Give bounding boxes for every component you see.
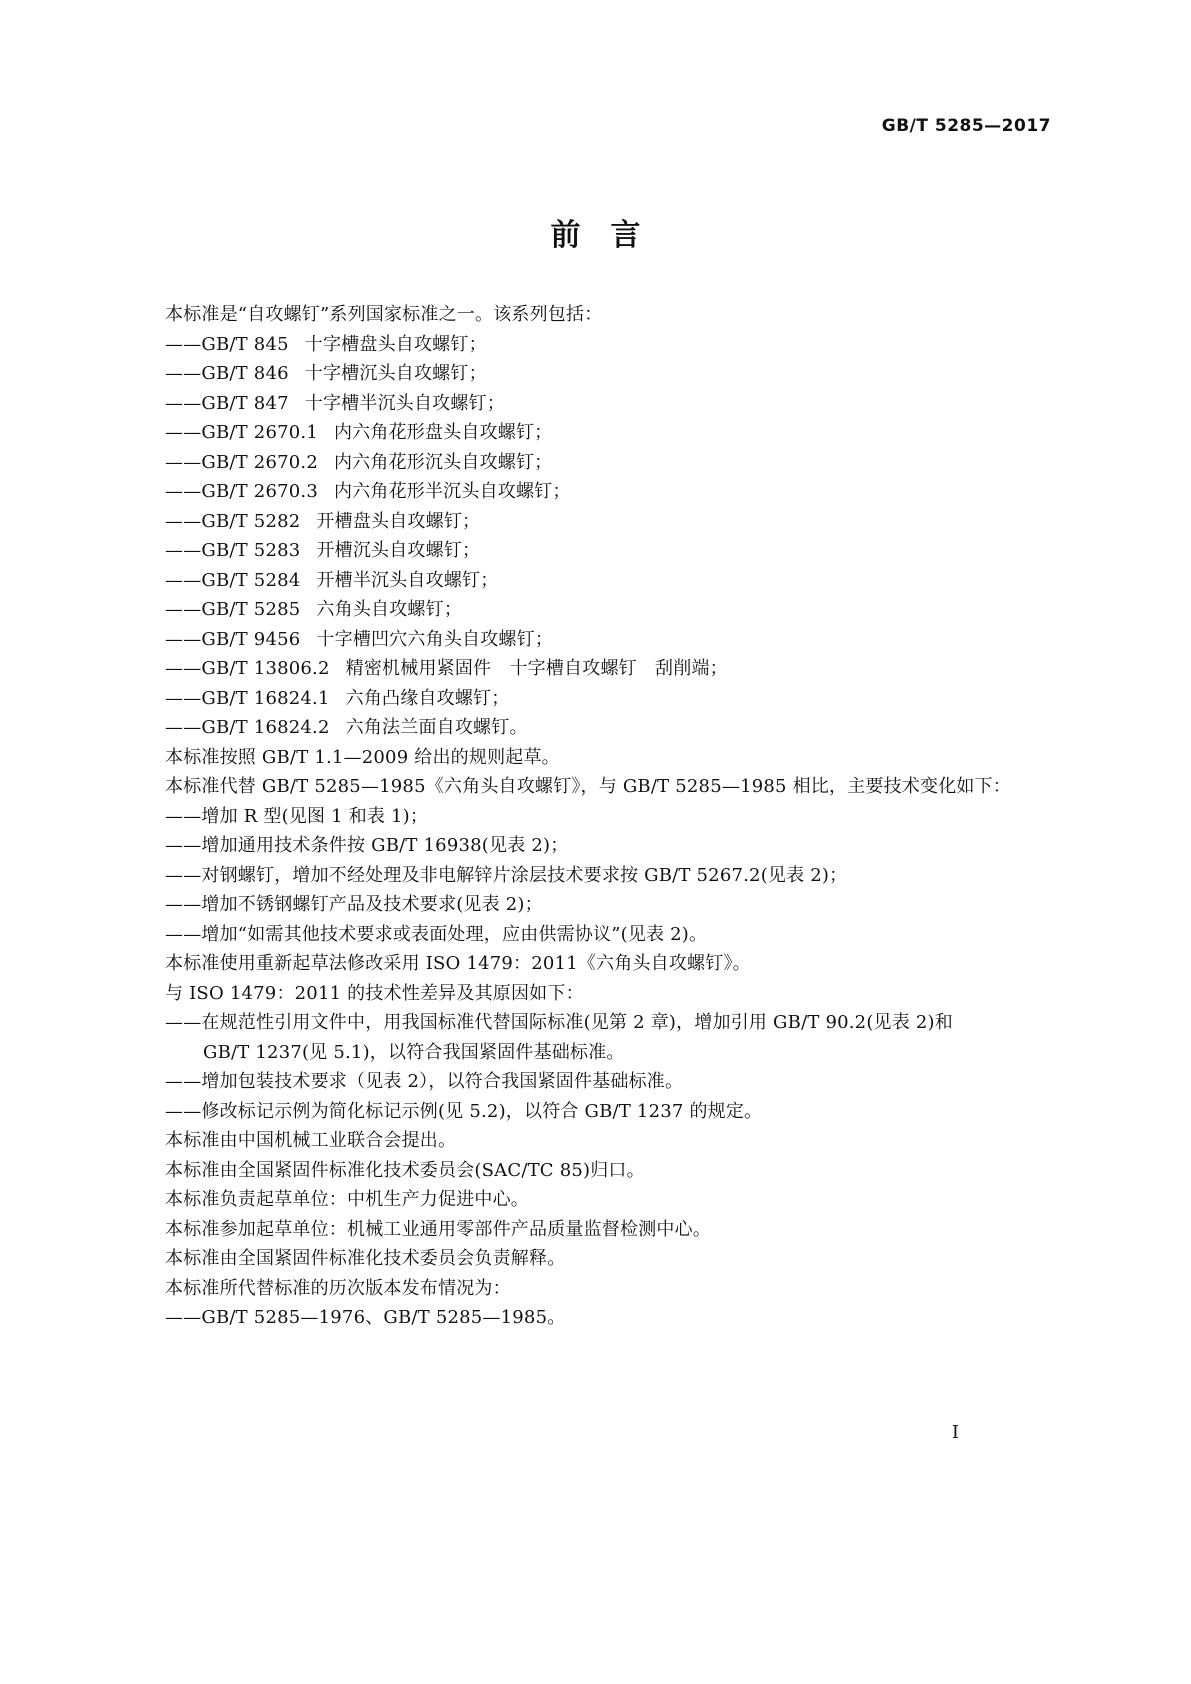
standard-name: 内六角花形沉头自攻螺钉； xyxy=(333,451,553,473)
standard-name: 六角头自攻螺钉； xyxy=(316,599,463,620)
standard-name: 开槽沉头自攻螺钉； xyxy=(316,540,481,561)
paragraph-line: 本标准由中国机械工业联合会提出。 xyxy=(165,1130,457,1151)
standard-list-item xyxy=(165,536,1035,566)
standard-code: ——GB/T 13806.2 xyxy=(165,658,330,679)
standard-code: ——GB/T 16824.2 xyxy=(165,717,330,738)
standard-code: ——GB/T 16824.1 xyxy=(165,687,330,709)
standard-name: 六角凸缘自攻螺钉； xyxy=(345,687,510,709)
standard-list-item xyxy=(165,684,1035,714)
paragraph-line: 本标准代替 GB/T 5285—1985《六角头自攻螺钉》，与 GB/T 5285—1985 相比，主要技术变化如下： xyxy=(165,776,1011,797)
standard-list-item xyxy=(165,330,1035,360)
standard-code: ——GB/T 9456 xyxy=(165,628,301,650)
standard-code: ——GB/T 846 xyxy=(165,363,289,384)
standard-list-item xyxy=(165,507,1035,537)
paragraph-continuation: GB/T 1237(见 5.1)，以符合我国紧固件基础标准。 xyxy=(203,1041,625,1063)
standard-name: 十字槽盘头自攻螺钉； xyxy=(304,333,487,355)
paragraph-line: ——增加不锈钢螺钉产品及技术要求(见表 2)； xyxy=(165,894,543,915)
standard-code: ——GB/T 5283 xyxy=(165,540,301,561)
standard-code: ——GB/T 2670.1 xyxy=(165,422,318,443)
standard-name: 十字槽半沉头自攻螺钉； xyxy=(304,392,505,414)
paragraph-line: ——在规范性引用文件中，用我国标准代替国际标准(见第 2 章)，增加引用 GB/T 90.2(见表 2)和 xyxy=(165,1012,953,1033)
paragraph-line: ——增加 R 型(见图 1 和表 1)； xyxy=(165,805,429,827)
standard-list-item xyxy=(165,359,1035,389)
standard-code: ——GB/T 2670.3 xyxy=(165,481,318,502)
page-number: I xyxy=(951,1422,959,1443)
paragraph-line: 本标准是“自攻螺钉”系列国家标准之一。该系列包括： xyxy=(165,304,603,325)
paragraph-line: ——修改标记示例为简化标记示例(见 5.2)，以符合 GB/T 1237 的规定。 xyxy=(165,1100,763,1122)
standard-code: ——GB/T 5284 xyxy=(165,569,301,591)
paragraph-line: 本标准所代替标准的历次版本发布情况为： xyxy=(165,1277,511,1299)
standard-name: 开槽盘头自攻螺钉； xyxy=(316,510,481,532)
standard-name: 精密机械用紧固件 十字槽自攻螺钉 刮削端； xyxy=(345,658,728,679)
standard-code: ——GB/T 845 xyxy=(165,333,289,355)
standard-list-item xyxy=(165,654,1035,684)
standard-list-item xyxy=(165,713,1035,743)
standard-list-item xyxy=(165,477,1035,507)
standard-list-item xyxy=(165,389,1035,419)
paragraph-line: 本标准按照 GB/T 1.1—2009 给出的规则起草。 xyxy=(165,746,560,768)
standard-code: ——GB/T 5285 xyxy=(165,599,301,620)
paragraph-line: 本标准由全国紧固件标准化技术委员会负责解释。 xyxy=(165,1248,566,1269)
paragraph-line: ——增加“如需其他技术要求或表面处理，应由供需协议”(见表 2)。 xyxy=(165,923,708,945)
standard-list-item xyxy=(165,448,1035,478)
paragraph-line: ——增加通用技术条件按 GB/T 16938(见表 2)； xyxy=(165,835,569,856)
paragraph-line: 与 ISO 1479：2011 的技术性差异及其原因如下： xyxy=(165,982,584,1004)
standard-list-item xyxy=(165,595,1035,625)
paragraph-line: 本标准使用重新起草法修改采用 ISO 1479：2011《六角头自攻螺钉》。 xyxy=(165,953,751,974)
standard-list-item xyxy=(165,566,1035,596)
standard-name: 十字槽凹穴六角头自攻螺钉； xyxy=(316,628,554,650)
standard-list-item xyxy=(165,625,1035,655)
standard-number: GB/T 5285—2017 xyxy=(881,116,1051,136)
standard-name: 十字槽沉头自攻螺钉； xyxy=(304,363,487,384)
standard-name: 开槽半沉头自攻螺钉； xyxy=(316,569,499,591)
paragraph-line: 本标准参加起草单位：机械工业通用零部件产品质量监督检测中心。 xyxy=(165,1218,711,1240)
paragraph-line: ——对钢螺钉，增加不经处理及非电解锌片涂层技术要求按 GB/T 5267.2(见表 2)； xyxy=(165,864,848,886)
preface-body xyxy=(165,300,1035,1333)
standard-list-item xyxy=(165,418,1035,448)
standard-name: 六角法兰面自攻螺钉。 xyxy=(345,717,528,738)
page-title: 前 言 xyxy=(550,218,641,253)
standard-name: 内六角花形半沉头自攻螺钉； xyxy=(333,481,571,502)
standard-name: 内六角花形盘头自攻螺钉； xyxy=(333,422,553,443)
paragraph-line: 本标准负责起草单位：中机生产力促进中心。 xyxy=(165,1189,529,1210)
paragraph-line: 本标准由全国紧固件标准化技术委员会(SAC/TC 85)归口。 xyxy=(165,1159,645,1181)
standard-code: ——GB/T 847 xyxy=(165,392,289,414)
paragraph-line: ——GB/T 5285—1976、GB/T 5285—1985。 xyxy=(165,1307,566,1328)
paragraph-line: ——增加包装技术要求（见表 2），以符合我国紧固件基础标准。 xyxy=(165,1071,684,1092)
standard-code: ——GB/T 5282 xyxy=(165,510,301,532)
standard-code: ——GB/T 2670.2 xyxy=(165,451,318,473)
